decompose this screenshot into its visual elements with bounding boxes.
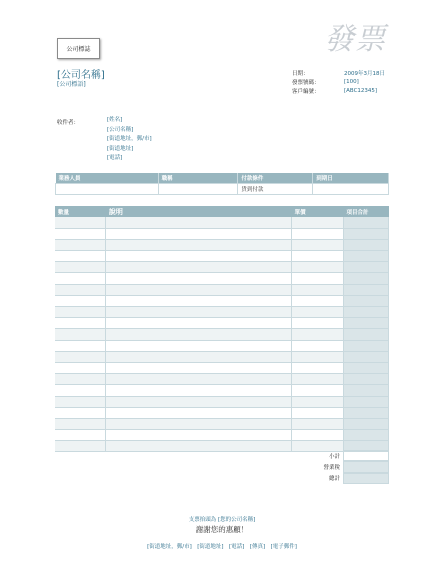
description-cell[interactable] bbox=[106, 396, 292, 407]
table-row bbox=[55, 217, 389, 228]
table-row bbox=[55, 307, 389, 318]
table-row bbox=[55, 273, 389, 284]
total-value[interactable] bbox=[343, 473, 389, 484]
quantity-cell[interactable] bbox=[55, 418, 106, 429]
description-cell[interactable] bbox=[106, 307, 292, 318]
recipient-address bbox=[107, 116, 152, 164]
unit-price-cell[interactable] bbox=[292, 273, 344, 284]
invoice-title: 發票 bbox=[324, 22, 386, 57]
company-logo-placeholder bbox=[57, 38, 100, 59]
tax-value[interactable] bbox=[343, 461, 389, 472]
line-total-cell[interactable] bbox=[344, 351, 389, 362]
description-cell[interactable] bbox=[106, 228, 292, 239]
total-label: 總計 bbox=[328, 476, 340, 483]
quantity-cell[interactable] bbox=[55, 239, 106, 250]
header-line-total: 項目合計 bbox=[344, 206, 389, 217]
table-row bbox=[55, 329, 389, 340]
items-table-header bbox=[55, 206, 389, 217]
line-items-table bbox=[55, 206, 389, 452]
line-total-cell[interactable] bbox=[344, 228, 389, 239]
line-total-cell[interactable] bbox=[344, 262, 389, 273]
recipient-line: [街道地址] bbox=[107, 145, 134, 152]
description-cell[interactable] bbox=[106, 251, 292, 262]
description-cell[interactable] bbox=[106, 273, 292, 284]
thank-you-message: 謝謝您的惠顧！ bbox=[195, 525, 249, 534]
totals-block bbox=[300, 450, 389, 484]
meta-row-date bbox=[292, 68, 385, 77]
quantity-cell[interactable] bbox=[55, 262, 106, 273]
unit-price-cell[interactable] bbox=[292, 251, 344, 262]
line-total-cell[interactable] bbox=[344, 385, 389, 396]
company-contact-line: [街道地址，郵/市] [街道地址] [電話] [傳真] [電子郵件] bbox=[147, 544, 297, 550]
line-total-cell[interactable] bbox=[344, 251, 389, 262]
meta-value: [ABC12345] bbox=[344, 88, 378, 95]
quantity-cell[interactable] bbox=[55, 295, 106, 306]
salesperson-cell[interactable] bbox=[56, 183, 159, 194]
recipient-line: [電話] bbox=[107, 155, 123, 161]
unit-price-cell[interactable] bbox=[292, 307, 344, 318]
quantity-cell[interactable] bbox=[55, 374, 106, 385]
job-table-row bbox=[56, 183, 389, 194]
unit-price-cell[interactable] bbox=[292, 430, 344, 441]
unit-price-cell[interactable] bbox=[292, 385, 344, 396]
meta-value: [100] bbox=[344, 78, 359, 85]
subtotal-label: 小計 bbox=[328, 453, 340, 460]
line-total-cell[interactable] bbox=[344, 396, 389, 407]
line-total-cell[interactable] bbox=[344, 239, 389, 250]
header-title: 職稱 bbox=[158, 173, 238, 183]
table-row bbox=[55, 418, 389, 429]
subtotal-value[interactable] bbox=[343, 450, 389, 461]
quantity-cell[interactable] bbox=[55, 441, 106, 452]
table-row bbox=[55, 318, 389, 329]
quantity-cell[interactable] bbox=[55, 329, 106, 340]
line-total-cell[interactable] bbox=[344, 217, 389, 228]
line-total-cell[interactable] bbox=[344, 318, 389, 329]
quantity-cell[interactable] bbox=[55, 273, 106, 284]
quantity-cell[interactable] bbox=[55, 430, 106, 441]
unit-price-cell[interactable] bbox=[292, 351, 344, 362]
line-total-cell[interactable] bbox=[344, 374, 389, 385]
company-name: [公司名稱] bbox=[57, 70, 105, 81]
unit-price-cell[interactable] bbox=[292, 228, 344, 239]
company-slogan: [公司標語] bbox=[57, 81, 86, 88]
title-cell[interactable] bbox=[158, 183, 238, 194]
line-total-cell[interactable] bbox=[344, 362, 389, 373]
line-total-cell[interactable] bbox=[344, 430, 389, 441]
subtotal-row bbox=[300, 450, 389, 461]
line-total-cell[interactable] bbox=[344, 273, 389, 284]
header-quantity: 數量 bbox=[55, 206, 106, 217]
line-total-cell[interactable] bbox=[344, 407, 389, 418]
unit-price-cell[interactable] bbox=[292, 284, 344, 295]
description-cell[interactable] bbox=[106, 418, 292, 429]
quantity-cell[interactable] bbox=[55, 217, 106, 228]
description-cell[interactable] bbox=[106, 385, 292, 396]
table-row bbox=[55, 351, 389, 362]
unit-price-cell[interactable] bbox=[292, 262, 344, 273]
line-total-cell[interactable] bbox=[344, 284, 389, 295]
quantity-cell[interactable] bbox=[55, 362, 106, 373]
unit-price-cell[interactable] bbox=[292, 318, 344, 329]
logo-label: 公司標誌 bbox=[66, 46, 91, 53]
description-cell[interactable] bbox=[106, 295, 292, 306]
header-unit-price: 單價 bbox=[292, 206, 344, 217]
unit-price-cell[interactable] bbox=[292, 295, 344, 306]
quantity-cell[interactable] bbox=[55, 284, 106, 295]
items-table-body bbox=[55, 217, 389, 452]
quantity-cell[interactable] bbox=[55, 251, 106, 262]
recipient-line: [街道地址，郵/市] bbox=[107, 136, 152, 142]
unit-price-cell[interactable] bbox=[292, 418, 344, 429]
table-row bbox=[55, 385, 389, 396]
description-cell[interactable] bbox=[106, 441, 292, 452]
meta-value: 2009年3月18日 bbox=[344, 70, 385, 77]
description-cell[interactable] bbox=[106, 430, 292, 441]
table-row bbox=[55, 251, 389, 262]
line-total-cell[interactable] bbox=[344, 295, 389, 306]
table-row bbox=[55, 396, 389, 407]
unit-price-cell[interactable] bbox=[292, 340, 344, 351]
meta-label: 客戶編號： bbox=[292, 89, 320, 96]
description-cell[interactable] bbox=[106, 340, 292, 351]
description-cell[interactable] bbox=[106, 407, 292, 418]
table-row bbox=[55, 262, 389, 273]
header-payment-terms: 付款條件 bbox=[238, 173, 313, 183]
meta-row-customer-id bbox=[292, 87, 385, 96]
table-row bbox=[55, 284, 389, 295]
header-salesperson: 業務人員 bbox=[56, 173, 159, 183]
table-row bbox=[55, 228, 389, 239]
table-row bbox=[55, 340, 389, 351]
table-row bbox=[55, 295, 389, 306]
header-description: 說明 bbox=[106, 206, 292, 217]
unit-price-cell[interactable] bbox=[292, 374, 344, 385]
line-total-cell[interactable] bbox=[344, 329, 389, 340]
description-cell[interactable] bbox=[106, 217, 292, 228]
quantity-cell[interactable] bbox=[55, 407, 106, 418]
description-cell[interactable] bbox=[106, 351, 292, 362]
table-row bbox=[55, 362, 389, 373]
quantity-cell[interactable] bbox=[55, 385, 106, 396]
total-row bbox=[300, 473, 389, 484]
description-cell[interactable] bbox=[106, 362, 292, 373]
quantity-cell[interactable] bbox=[55, 396, 106, 407]
unit-price-cell[interactable] bbox=[292, 217, 344, 228]
description-cell[interactable] bbox=[106, 262, 292, 273]
unit-price-cell[interactable] bbox=[292, 396, 344, 407]
meta-label: 發票號碼： bbox=[292, 79, 320, 86]
unit-price-cell[interactable] bbox=[292, 407, 344, 418]
recipient-label: 收件者： bbox=[57, 120, 80, 126]
quantity-cell[interactable] bbox=[55, 340, 106, 351]
payable-to-note: 支票抬頭為 [您的公司名稱] bbox=[188, 517, 256, 523]
payment-terms-cell[interactable]: 貨到付款 bbox=[238, 183, 313, 194]
quantity-cell[interactable] bbox=[55, 228, 106, 239]
unit-price-cell[interactable] bbox=[292, 329, 344, 340]
unit-price-cell[interactable] bbox=[292, 239, 344, 250]
invoice-meta bbox=[292, 68, 385, 96]
quantity-cell[interactable] bbox=[55, 307, 106, 318]
tax-row bbox=[300, 461, 389, 472]
description-cell[interactable] bbox=[106, 284, 292, 295]
description-cell[interactable] bbox=[106, 318, 292, 329]
table-row bbox=[55, 374, 389, 385]
job-table-header bbox=[56, 173, 389, 183]
unit-price-cell[interactable] bbox=[292, 362, 344, 373]
line-total-cell[interactable] bbox=[344, 340, 389, 351]
description-cell[interactable] bbox=[106, 239, 292, 250]
header-due-date: 到期日 bbox=[313, 173, 389, 183]
meta-row-invoice-number bbox=[292, 77, 385, 86]
table-row bbox=[55, 430, 389, 441]
recipient-line: [公司名稱] bbox=[107, 126, 134, 133]
description-cell[interactable] bbox=[106, 329, 292, 340]
table-row bbox=[55, 239, 389, 250]
quantity-cell[interactable] bbox=[55, 351, 106, 362]
line-total-cell[interactable] bbox=[344, 418, 389, 429]
due-date-cell[interactable] bbox=[313, 183, 389, 194]
recipient-line: [姓名] bbox=[107, 117, 123, 123]
quantity-cell[interactable] bbox=[55, 318, 106, 329]
job-info-table bbox=[55, 173, 389, 195]
description-cell[interactable] bbox=[106, 374, 292, 385]
line-total-cell[interactable] bbox=[344, 307, 389, 318]
table-row bbox=[55, 407, 389, 418]
meta-label: 日期： bbox=[292, 70, 309, 77]
tax-label: 營業稅 bbox=[323, 464, 340, 471]
